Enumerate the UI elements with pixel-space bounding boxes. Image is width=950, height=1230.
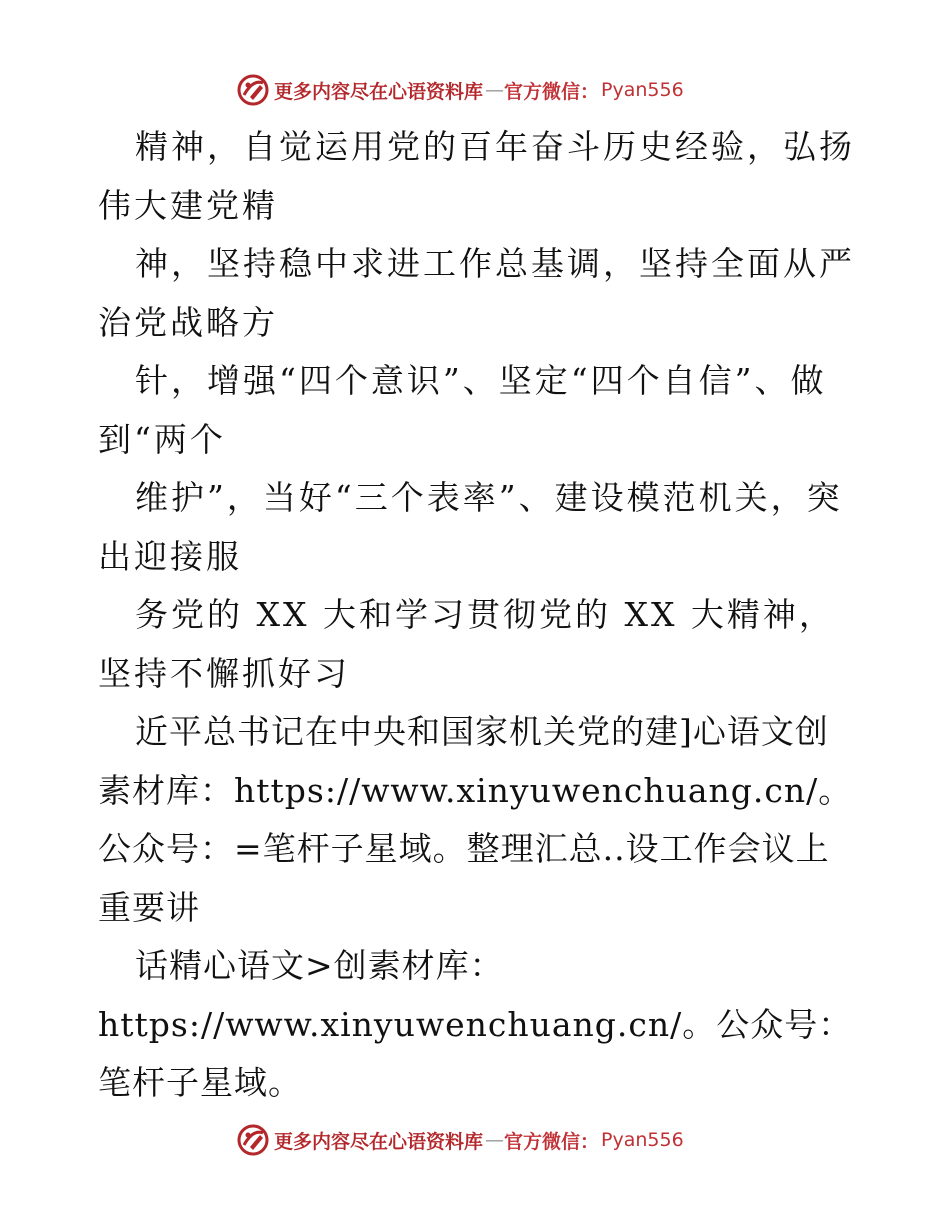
paragraph: 务党的 XX 大和学习贯彻党的 XX 大精神，坚持不懈抓好习 [98, 595, 835, 693]
paragraph: 近平总书记在中央和国家机关党的建]心语文创素材库：https://www.xinyuwenchuang.cn/。公众号：=笔杆子星域。整理汇总..设工作会议上重要讲 [98, 712, 853, 927]
paragraph: 神，坚持稳中求进工作总基调，坚持全面从严治党战略方 [98, 244, 855, 342]
banner-site-text: 更多内容尽在心语资料库 [274, 1130, 484, 1153]
paragraph: 针，增强“四个意识”、坚定“四个自信”、做到“两个 [98, 361, 827, 459]
banner-separator: — [485, 79, 503, 101]
header-banner [236, 72, 716, 108]
pen-logo-icon [236, 73, 270, 107]
banner-wechat-label: 官方微信： [504, 1130, 600, 1153]
paragraph: 维护”，当好“三个表率”、建设模范机关，突出迎接服 [98, 478, 843, 576]
banner-wechat-label: 官方微信： [504, 80, 600, 103]
banner-wechat-id: Pyan556 [601, 1129, 684, 1151]
banner-site-text: 更多内容尽在心语资料库 [274, 80, 484, 103]
paragraph: 话精心语文>创素材库：https://www.xinyuwenchuang.cn/。公众号：笔杆子星域。 [98, 946, 853, 1102]
banner-separator: — [485, 1129, 503, 1151]
pen-logo-icon [236, 1123, 270, 1157]
banner-wechat-id: Pyan556 [601, 79, 684, 101]
paragraph: 精神，自觉运用党的百年奋斗历史经验，弘扬伟大建党精 [98, 127, 855, 225]
document-body [98, 118, 858, 1113]
footer-banner [236, 1122, 716, 1158]
